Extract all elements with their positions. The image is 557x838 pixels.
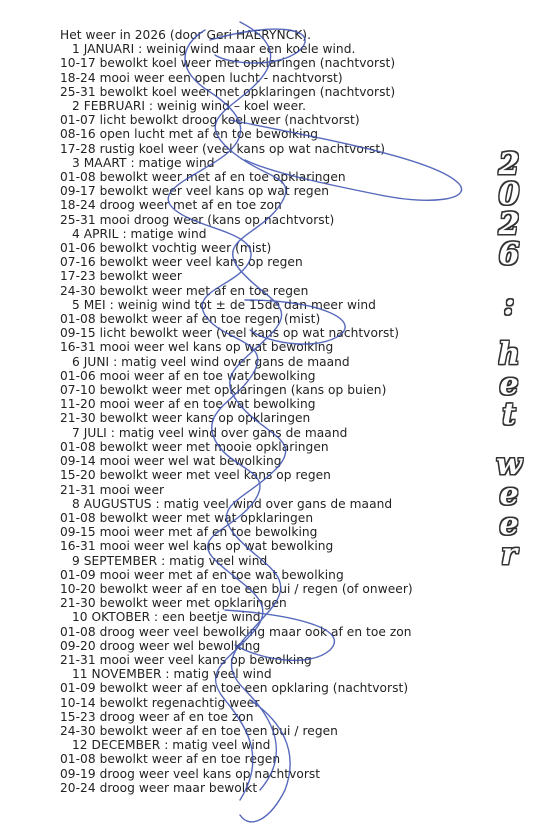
forecast-period-line: 15-20 bewolkt weer met veel kans op regen — [60, 468, 331, 483]
month-heading: 4 APRIL : matige wind — [72, 226, 207, 241]
forecast-period-line: 09-20 droog weer wel bewolking — [60, 638, 261, 653]
month-heading: 1 JANUARI : weinig wind maar een koele wind. — [72, 42, 356, 57]
forecast-period-line: 01-08 droog weer veel bewolking maar ook af en toe zon — [60, 624, 412, 639]
forecast-period-line: 08-16 open lucht met af en toe bewolking — [60, 127, 319, 142]
month-heading: 7 JULI : matig veel wind over gans de maand — [72, 425, 348, 440]
month-heading: 9 SEPTEMBER : matig veel wind — [72, 553, 268, 568]
forecast-period-line: 07-16 bewolkt weer veel kans op regen — [60, 255, 303, 270]
forecast-period-line: 16-31 mooi weer wel kans op wat bewolking — [60, 340, 334, 355]
forecast-period-line: 07-10 bewolkt weer met opklaringen (kans op buien) — [60, 383, 387, 398]
forecast-period-line: 01-06 mooi weer af en toe wat bewolking — [60, 368, 316, 383]
forecast-period-line: 10-14 bewolkt regenachtig weer — [60, 695, 260, 710]
forecast-period-line: 01-09 mooi weer met af en toe wat bewolking — [60, 567, 344, 582]
forecast-period-line: 24-30 bewolkt weer af en toe een bui / regen — [60, 723, 338, 738]
forecast-period-line: 21-30 bewolkt weer kans op opklaringen — [60, 411, 311, 426]
weather-forecast-document — [60, 28, 460, 795]
month-heading: 12 DECEMBER : matig veel wind — [72, 738, 271, 753]
forecast-period-line: 09-15 mooi weer met af en toe bewolking — [60, 525, 318, 540]
forecast-period-line: 17-23 bewolkt weer — [60, 269, 182, 284]
forecast-period-line: 09-14 mooi weer wel wat bewolking — [60, 454, 282, 469]
forecast-period-line: 01-06 bewolkt vochtig weer (mist) — [60, 241, 272, 256]
sidebar-char: t — [502, 397, 516, 432]
sidebar-char: 2 — [498, 207, 520, 242]
forecast-period-line: 15-23 droog weer af en toe zon — [60, 709, 254, 724]
sidebar-char: h — [498, 337, 520, 372]
document-title: Het weer in 2026 (door Geri HAERYNCK). — [60, 28, 312, 42]
month-heading: 10 OKTOBER : een beetje wind — [72, 610, 261, 625]
sidebar-char: r — [501, 537, 517, 572]
forecast-period-line: 25-31 mooi droog weer (kans op nachtvorst) — [60, 212, 335, 227]
forecast-period-line: 18-24 mooi weer een open lucht - nachtvorst) — [60, 70, 343, 85]
month-heading: 5 MEI : weinig wind tot ± de 15de dan meer wind — [72, 297, 376, 312]
forecast-period-line: 01-08 bewolkt weer af en toe regen (mist) — [60, 312, 321, 327]
forecast-period-line: 01-08 bewolkt weer af en toe regen — [60, 752, 281, 767]
forecast-period-line: 21-31 mooi weer veel kans op bewolking — [60, 652, 312, 667]
forecast-period-line: 11-20 mooi weer af en toe wat bewolking — [60, 397, 316, 412]
sidebar-char: 6 — [498, 237, 520, 272]
forecast-period-line: 25-31 bewolkt koel weer met opklaringen (nachtvorst) — [60, 84, 396, 99]
sidebar-char: e — [499, 507, 519, 542]
forecast-period-line: 01-07 licht bewolkt droog koel weer (nachtvorst) — [60, 113, 360, 128]
sidebar-char: 2 — [498, 147, 520, 182]
forecast-period-line: 01-08 bewolkt weer met mooie opklaringen — [60, 439, 329, 454]
forecast-period-line: 01-08 bewolkt weer met af en toe opklaringen — [60, 170, 346, 185]
sidebar-char: w — [496, 447, 522, 482]
forecast-period-line: 01-09 bewolkt weer af en toe een opklaring (nachtvorst) — [60, 681, 409, 696]
forecast-period-line: 16-31 mooi weer wel kans op wat bewolking — [60, 539, 334, 554]
forecast-period-line: 17-28 rustig koel weer (veel kans op wat nachtvorst) — [60, 141, 386, 156]
forecast-period-line: 09-15 licht bewolkt weer (veel kans op wat nachtvorst) — [60, 326, 400, 341]
forecast-period-line: 09-19 droog weer veel kans op nachtvorst — [60, 766, 321, 781]
month-heading: 6 JUNI : matig veel wind over gans de maand — [72, 354, 350, 369]
month-heading: 11 NOVEMBER : matig veel wind — [72, 667, 272, 682]
forecast-period-line: 01-08 bewolkt weer met wat opklaringen — [60, 510, 314, 525]
month-heading: 2 FEBRUARI : weinig wind – koel weer. — [72, 99, 306, 114]
sidebar-vertical-title — [484, 147, 534, 572]
forecast-period-line: 10-20 bewolkt weer af en toe een bui / regen (of onweer) — [60, 581, 413, 596]
forecast-period-line: 18-24 droog weer met af en toe zon — [60, 198, 282, 213]
forecast-period-line: 20-24 droog weer maar bewolkt — [60, 780, 258, 795]
month-heading: 3 MAART : matige wind — [72, 155, 215, 170]
sidebar-char: e — [499, 367, 519, 402]
forecast-period-line: 24-30 bewolkt weer met af en toe regen — [60, 283, 309, 298]
sidebar-char: 0 — [498, 177, 520, 212]
month-heading: 8 AUGUSTUS : matig veel wind over gans de maand — [72, 496, 393, 511]
sidebar-char: : — [503, 287, 515, 322]
forecast-period-line: 10-17 bewolkt koel weer met opklaringen (nachtvorst) — [60, 56, 396, 71]
forecast-period-line: 21-30 bewolkt weer met opklaringen — [60, 596, 287, 611]
forecast-period-line: 09-17 bewolkt weer veel kans op wat regen — [60, 184, 330, 199]
forecast-period-line: 21-31 mooi weer — [60, 482, 165, 497]
sidebar-char: e — [499, 477, 519, 512]
